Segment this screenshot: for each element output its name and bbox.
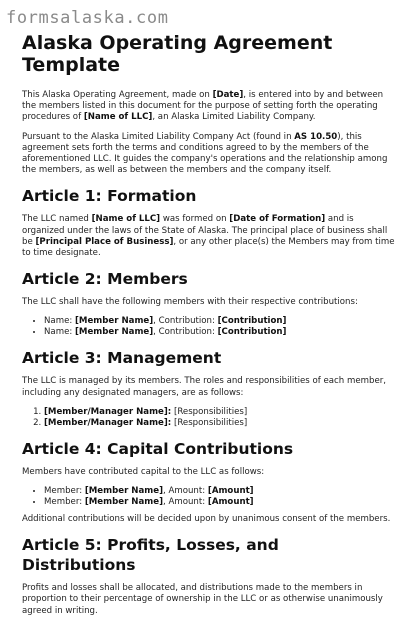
item-text: Member: (44, 486, 85, 497)
list-item (44, 486, 397, 497)
amount-placeholder: [Amount] (207, 497, 254, 508)
contributions-list (22, 486, 397, 508)
article-text: was formed on (160, 214, 230, 225)
list-item (44, 418, 397, 429)
item-text: , Contribution: (153, 316, 218, 327)
article-2-heading: Article 2: Members (22, 270, 188, 289)
list-item (44, 327, 397, 338)
manager-name-placeholder: [Member/Manager Name]: (44, 417, 172, 428)
article-1-heading: Article 1: Formation (22, 187, 197, 206)
article-text: and is organized under the laws of the State of Alaska. The principal place of business shall be (22, 214, 388, 247)
member-name-placeholder: [Member Name] (84, 497, 164, 508)
article-5-paragraph: Profits and losses shall be allocated, and distributions made to the members in proportion to their percentage of ownership in the LLC or as otherwise unanimously agreed in writing. (22, 583, 383, 616)
statute-reference: AS 10.50 (294, 131, 338, 142)
site-watermark: formsalaska.com (6, 8, 169, 28)
item-text: [Responsibilities] (171, 417, 248, 428)
item-text: , Contribution: (153, 327, 218, 338)
document-title: Alaska Operating Agreement Template (22, 32, 333, 76)
item-text: , Amount: (163, 497, 208, 508)
principal-place-placeholder: [Principal Place of Business] (35, 236, 174, 247)
article-4-heading: Article 4: Capital Contributions (22, 439, 294, 458)
manager-name-placeholder: [Member/Manager Name]: (44, 406, 172, 417)
llc-name-placeholder: [Name of LLC] (91, 214, 161, 225)
member-name-placeholder: [Member Name] (74, 327, 154, 338)
article-text: , or any other place(s) the Members may from time to time designate. (22, 236, 395, 259)
article-text: The LLC named (22, 214, 92, 225)
article-2-paragraph: The LLC shall have the following members with their respective contributions: (22, 297, 358, 308)
intro-text: Pursuant to the Alaska Limited Liability Company Act (found in (22, 131, 295, 142)
article-5-heading: Article 5: Profits, Losses, and Distributions (22, 536, 279, 575)
intro-text: This Alaska Operating Agreement, made on (22, 90, 213, 100)
article-4-paragraph: Members have contributed capital to the LLC as follows: (22, 466, 265, 477)
formation-date-placeholder: [Date of Formation] (229, 214, 326, 225)
item-text: Name: (44, 327, 75, 338)
llc-name-placeholder: [Name of LLC] (83, 112, 153, 123)
member-name-placeholder: [Member Name] (84, 486, 164, 497)
contribution-placeholder: [Contribution] (217, 316, 287, 327)
item-text: Member: (44, 497, 85, 508)
list-item (44, 407, 397, 418)
contribution-placeholder: [Contribution] (217, 327, 287, 338)
date-placeholder: [Date] (212, 90, 244, 100)
intro-paragraph-1 (22, 90, 397, 124)
intro-text: , is entered into by and between the members listed in this document for the purpose of setting forth the operating procedures of (22, 90, 384, 123)
article-3-paragraph: The LLC is managed by its members. The roles and responsibilities of each member, including any designated managers, are as follows: (22, 376, 386, 398)
intro-paragraph-2 (22, 132, 397, 177)
item-text: Name: (44, 316, 75, 327)
list-item (44, 316, 397, 327)
article-4-additional-paragraph: Additional contributions will be decided upon by unanimous consent of the members. (22, 514, 391, 525)
item-text: , Amount: (163, 486, 208, 497)
article-1-paragraph (22, 214, 397, 259)
amount-placeholder: [Amount] (207, 486, 254, 497)
members-list (22, 316, 397, 338)
member-name-placeholder: [Member Name] (74, 316, 154, 327)
intro-text: , an Alaska Limited Liability Company. (152, 112, 316, 123)
managers-list (22, 407, 397, 429)
article-3-heading: Article 3: Management (22, 349, 222, 368)
list-item (44, 497, 397, 508)
item-text: [Responsibilities] (171, 406, 248, 417)
intro-text: ), this agreement sets forth the terms and conditions agreed to by the members of the aforementioned LLC. It guides the company's operations and the relationship among the members, as well as between the members and the company itself. (22, 131, 388, 176)
